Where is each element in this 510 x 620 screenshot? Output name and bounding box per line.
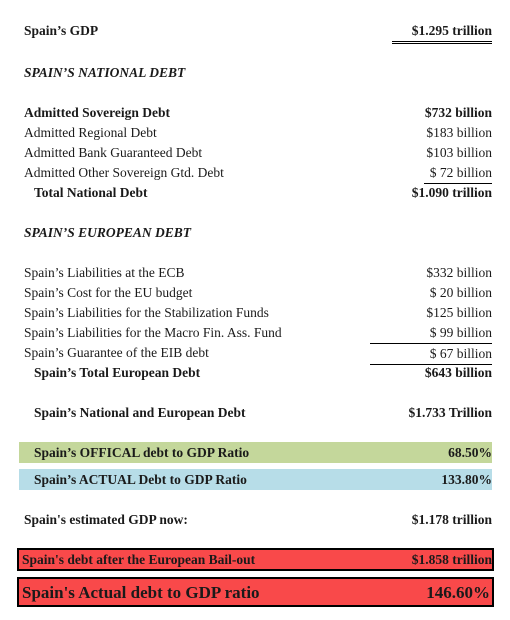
european-row-5 [0,343,510,363]
national-item-value: $732 billion [424,105,492,120]
european-item-value: $125 billion [426,305,492,320]
national-item-label: Admitted Bank Guaranteed Debt [24,145,203,160]
national-debt-heading-row [0,63,510,83]
estimated-gdp-label: Spain's estimated GDP now: [24,512,188,527]
national-item-value: $103 billion [426,145,492,160]
national-row-3 [0,143,510,163]
national-debt-heading: SPAIN’S NATIONAL DEBT [24,65,186,80]
european-item-label: Spain’s Liabilities for the Stabilization Funds [24,305,269,320]
european-total-value: $643 billion [424,365,492,380]
actual-ratio-label: Spain’s ACTUAL Debt to GDP Ratio [34,472,247,487]
actual-ratio-value: 133.80% [441,472,492,487]
combined-debt-label: Spain’s National and European Debt [34,405,246,420]
european-item-label: Spain’s Cost for the EU budget [24,285,193,300]
european-item-label: Spain’s Liabilities at the ECB [24,265,185,280]
national-item-label: Admitted Sovereign Debt [24,105,170,120]
european-row-1 [0,263,510,283]
national-total-value: $1.090 trillion [411,185,492,200]
official-ratio-value: 68.50% [448,445,492,460]
national-total-label: Total National Debt [34,185,148,200]
gdp-row [0,21,510,41]
combined-debt-value: $1.733 Trillion [408,405,492,420]
final-ratio-value: 146.60% [426,583,490,602]
national-item-label: Admitted Regional Debt [24,125,157,140]
bailout-row [0,550,510,570]
european-item-value: $332 billion [426,265,492,280]
bailout-label: Spain's debt after the European Bail-out [22,552,256,567]
official-ratio-row [0,443,510,463]
gdp-value: $1.295 trillion [392,21,492,44]
national-item-value: $183 billion [426,125,492,140]
european-item-value: $ 20 billion [429,285,492,300]
european-item-label: Spain’s Guarantee of the EIB debt [24,345,209,360]
european-item-label: Spain’s Liabilities for the Macro Fin. Ass. Fund [24,325,282,340]
official-ratio-label: Spain’s OFFICAL debt to GDP Ratio [34,445,250,460]
combined-debt-row [0,403,510,423]
european-total-label: Spain’s Total European Debt [34,365,201,380]
european-total-row [0,363,510,383]
european-debt-heading-row [0,223,510,243]
final-ratio-row [0,580,510,606]
european-debt-heading: SPAIN’S EUROPEAN DEBT [24,225,192,240]
european-item-value: $ 99 billion [429,325,492,340]
estimated-gdp-row [0,510,510,530]
national-item-value: $ 72 billion [424,163,492,184]
national-row-1 [0,103,510,123]
final-ratio-label: Spain's Actual debt to GDP ratio [22,583,260,602]
european-item-value: $ 67 billion [370,343,492,365]
estimated-gdp-value: $1.178 trillion [411,512,492,527]
european-row-4 [0,323,510,343]
european-row-3 [0,303,510,323]
national-row-4 [0,163,510,183]
gdp-label: Spain’s GDP [24,23,99,38]
actual-ratio-row [0,470,510,490]
national-item-label: Admitted Other Sovereign Gtd. Debt [24,165,224,180]
european-row-2 [0,283,510,303]
national-row-2 [0,123,510,143]
national-total-row [0,183,510,203]
bailout-value: $1.858 trillion [411,552,492,567]
